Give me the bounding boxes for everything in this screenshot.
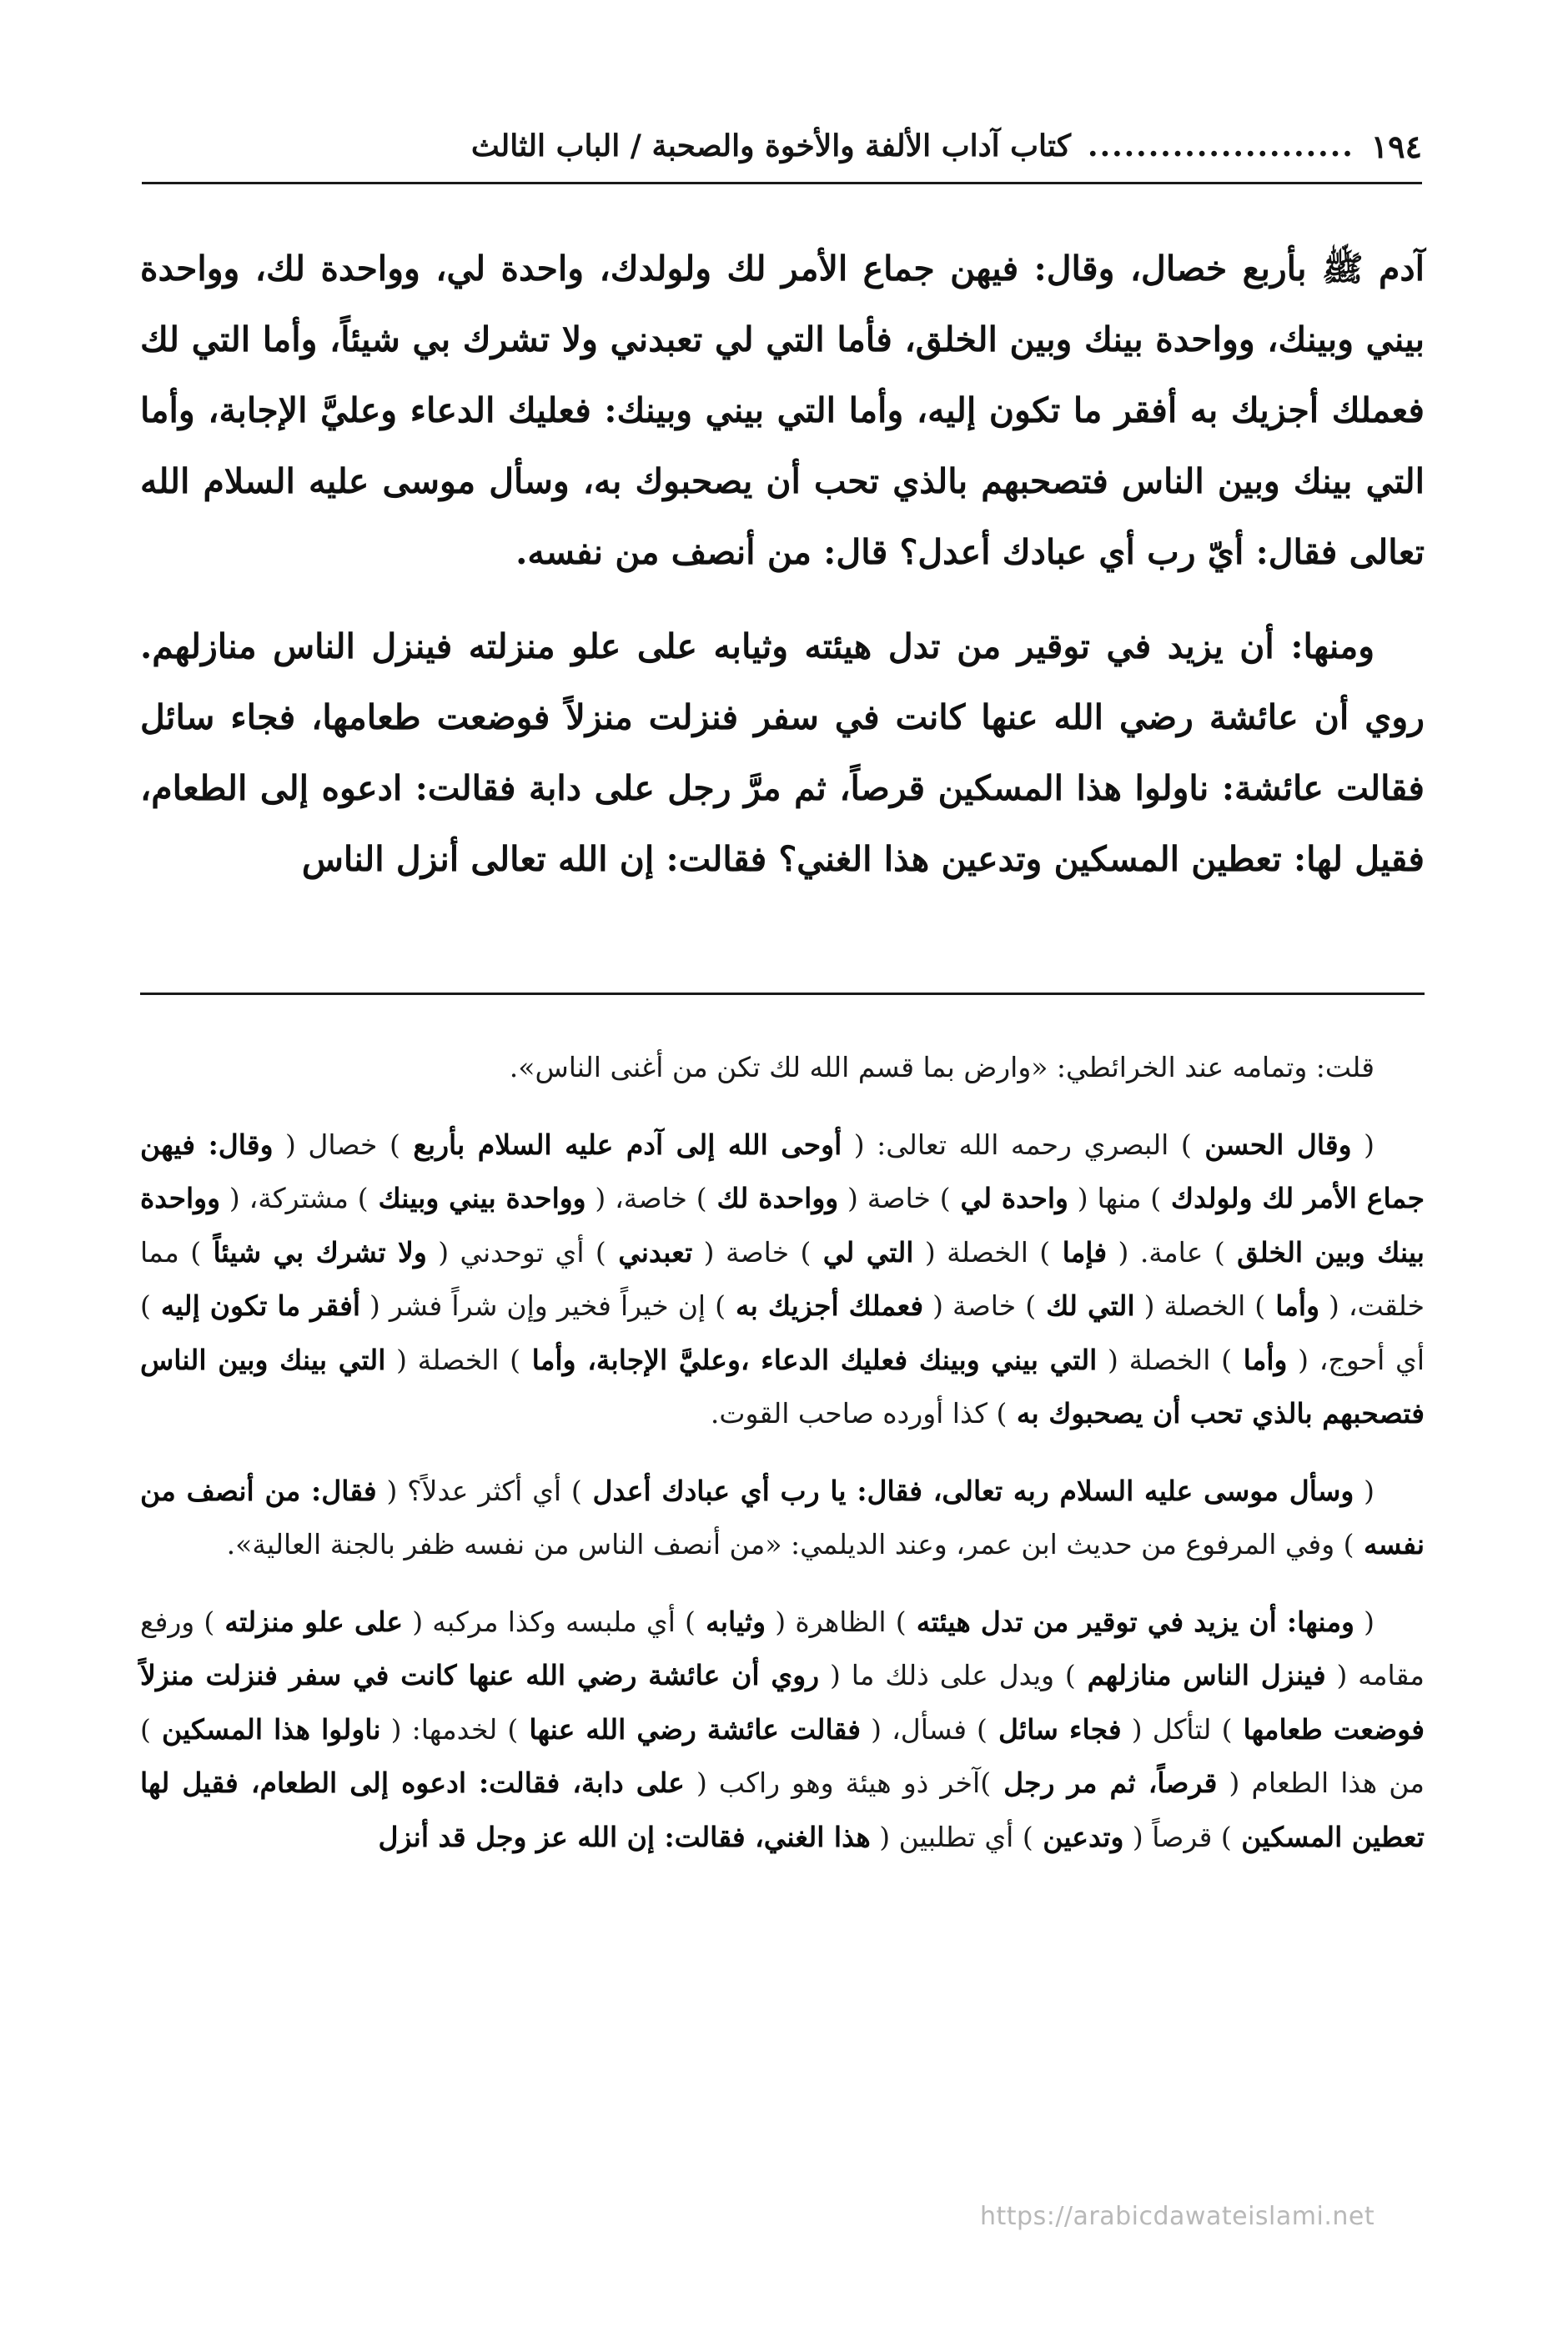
commentary-text: ) الخصلة ( bbox=[385, 1343, 520, 1376]
commentary-text: ) عامة. ( bbox=[1107, 1235, 1225, 1269]
commentary-text: ) فسأل، ( bbox=[861, 1712, 988, 1746]
commentary-gap bbox=[140, 1572, 1425, 1596]
quoted-text: وأما bbox=[1265, 1289, 1320, 1322]
commentary-text: ( bbox=[1354, 1474, 1375, 1507]
quoted-text: ومنها: أن يزيد في توقير من تدل هيئته bbox=[906, 1605, 1354, 1638]
commentary-text: ) الظاهرة ( bbox=[766, 1605, 907, 1638]
commentary-text: ) ورفع مقامه ( bbox=[140, 1605, 1425, 1691]
commentary-text: ) الخصلة ( bbox=[913, 1235, 1051, 1269]
quoted-text: وأما bbox=[1231, 1343, 1288, 1376]
quoted-text: وواحدة بيني وبينك bbox=[368, 1182, 586, 1214]
commentary-text: ) خاصة ( bbox=[838, 1182, 951, 1214]
watermark-url: https://arabicdawateislami.net bbox=[980, 2202, 1375, 2231]
commentary-text: ) خصال ( bbox=[273, 1128, 400, 1161]
running-header bbox=[142, 117, 1422, 184]
commentary-text: ) من هذا الطعام ( bbox=[140, 1712, 1425, 1799]
quoted-text: فقال: من أنصف من نفسه bbox=[140, 1474, 1425, 1561]
commentary-text: ( bbox=[1354, 1605, 1375, 1638]
footnote-separator bbox=[140, 993, 1425, 995]
quoted-text: التي لي bbox=[811, 1235, 914, 1269]
quoted-text: وثيابه bbox=[695, 1605, 766, 1638]
quoted-text: هذا الغني، فقالت: إن الله عز وجل قد أنزل bbox=[378, 1820, 871, 1853]
commentary-text: ) أي أحوج، ( bbox=[140, 1289, 1425, 1376]
quoted-text: ولا تشرك بي شيئاً bbox=[201, 1235, 427, 1269]
quoted-text: وواحدة لك bbox=[706, 1182, 839, 1214]
commentary-text: ) البصري رحمه الله تعالى: ( bbox=[842, 1128, 1192, 1161]
commentary-text: ) أي أكثر عدلاً؟ ( bbox=[376, 1474, 582, 1507]
quoted-text: فينزل الناس منازلهم bbox=[1075, 1659, 1326, 1691]
quoted-text: فقالت عائشة رضي الله عنها bbox=[518, 1712, 862, 1746]
quoted-text: التي بينك وبين الناس فتصحبهم بالذي تحب أن يصحبوك به bbox=[140, 1343, 1425, 1430]
commentary-paragraph-2 bbox=[140, 1465, 1425, 1572]
quoted-text: فجاء سائل bbox=[987, 1712, 1122, 1746]
commentary-text: ) أي تطلبين ( bbox=[870, 1820, 1033, 1853]
commentary-text: ) أي توحدني ( bbox=[426, 1235, 606, 1269]
main-paragraph-1: آدم ﷺ بأربع خصال، وقال: فيهن جماع الأمر لك ولولدك، واحدة لي، وواحدة لك، وواحدة بيني وبينك، وواحدة بينك وبين الخلق، فأما التي لي تعبدني ولا تشرك بي شيئاً، وأما التي لك فعملك أجزيك به أفقر ما تكون إليه، وأما التي بيني وبينك: فعليك الدعاء وعليَّ الإجابة، وأما التي بينك وبين الناس فتصحبهم بالذي تحب أن يصحبوك به، وسأل موسى عليه السلام الله تعالى فقال: أيّ رب أي عبادك أعدل؟ قال: من أنصف من نفسه. bbox=[140, 249, 1425, 572]
commentary-text: ) وفي المرفوع من حديث ابن عمر، وعند الديلمي: «من أنصف الناس من نفسه ظفر بالجنة العالية». bbox=[226, 1528, 1354, 1561]
header-title: كتاب آداب الألفة والأخوة والصحبة / الباب الثالث bbox=[470, 128, 1072, 163]
quoted-text: وسأل موسى عليه السلام ربه تعالى، فقال: يا رب أي عبادك أعدل bbox=[581, 1474, 1354, 1507]
commentary-paragraph-3 bbox=[140, 1596, 1425, 1865]
commentary-text: ) مشتركة، ( bbox=[220, 1182, 369, 1214]
commentary-text: ) إن خيراً فخير وإن شراً فشر ( bbox=[360, 1289, 726, 1322]
quoted-text: وواحدة بينك وبين الخلق bbox=[140, 1182, 1425, 1269]
commentary-text: ) الخصلة ( bbox=[1097, 1343, 1232, 1376]
commentary-text: ) مما خلقت، ( bbox=[140, 1235, 1425, 1322]
commentary bbox=[140, 1041, 1425, 1864]
quoted-text: فإما bbox=[1050, 1235, 1108, 1269]
quoted-text: وقال: فيهن جماع الأمر لك ولولدك bbox=[140, 1128, 1425, 1214]
quoted-text: روي أن عائشة رضي الله عنها كانت في سفر فنزلت منزلاً فوضعت طعامها bbox=[140, 1659, 1425, 1746]
quoted-text: فعملك أجزيك به bbox=[725, 1289, 924, 1322]
quoted-text: وتدعين bbox=[1033, 1820, 1124, 1853]
commentary-text: ) كذا أورده صاحب القوت. bbox=[710, 1397, 1008, 1430]
paragraph-gap bbox=[140, 588, 1425, 611]
quoted-text: ناولوا هذا المسكين bbox=[150, 1712, 381, 1746]
commentary-gap bbox=[140, 1441, 1425, 1465]
quoted-text: على دابة، فقالت: ادعوه إلى الطعام، فقيل لها تعطين المسكين bbox=[140, 1767, 1425, 1853]
commentary-paragraph-1 bbox=[140, 1118, 1425, 1441]
commentary-note: قلت: وتمامه عند الخرائطي: «وارض بما قسم الله لك تكن من أغنى الناس». bbox=[509, 1051, 1375, 1083]
quoted-text: تعبدني bbox=[606, 1235, 693, 1269]
commentary-text: ) لتأكل ( bbox=[1121, 1712, 1233, 1746]
commentary-text: ) لخدمها: ( bbox=[380, 1712, 519, 1746]
quoted-text: أفقر ما تكون إليه bbox=[150, 1289, 361, 1322]
commentary-text: ) أي ملبسه وكذا مركبه ( bbox=[403, 1605, 696, 1638]
commentary-text: ) ويدل على ذلك ما ( bbox=[819, 1659, 1076, 1691]
main-text bbox=[140, 234, 1425, 895]
commentary-text: )آخر ذو هيئة وهو راكب ( bbox=[684, 1767, 992, 1799]
commentary-text: ) قرصاً ( bbox=[1123, 1820, 1232, 1853]
quoted-text: وقال الحسن bbox=[1191, 1128, 1352, 1161]
quoted-text: واحدة لي bbox=[950, 1182, 1068, 1214]
commentary-text: ) خاصة، ( bbox=[585, 1182, 707, 1214]
quoted-text: قرصاً، ثم مر رجل bbox=[991, 1767, 1218, 1799]
commentary-text: ) خاصة ( bbox=[692, 1235, 812, 1269]
quoted-text: على علو منزلته bbox=[214, 1605, 404, 1638]
commentary-text: ) الخصلة ( bbox=[1134, 1289, 1266, 1322]
commentary-text: ( bbox=[1351, 1128, 1375, 1161]
quoted-text: أوحى الله إلى آدم عليه السلام بأربع bbox=[400, 1128, 842, 1161]
quoted-text: التي بيني وبينك فعليك الدعاء ،وعليَّ الإجابة، وأما bbox=[520, 1343, 1098, 1376]
quoted-text: التي لك bbox=[1036, 1289, 1135, 1322]
commentary-text: ) منها ( bbox=[1068, 1182, 1162, 1214]
page-number: ١٩٤ bbox=[1370, 127, 1422, 165]
header-dots: ...................... bbox=[1088, 128, 1354, 163]
commentary-text: ) خاصة ( bbox=[923, 1289, 1037, 1322]
commentary-gap bbox=[140, 1095, 1425, 1118]
main-paragraph-2: ومنها: أن يزيد في توقير من تدل هيئته وثيابه على علو منزلته فينزل الناس منازلهم. روي أن عائشة رضي الله عنها كانت في سفر فنزلت منزلاً فوضعت طعامها، فجاء سائل فقالت عائشة: ناولوا هذا المسكين قرصاً، ثم مرَّ رجل على دابة فقالت: ادعوه إلى الطعام، فقيل لها: تعطين المسكين وتدعين هذا الغني؟ فقالت: إن الله تعالى أنزل الناس bbox=[140, 626, 1425, 879]
